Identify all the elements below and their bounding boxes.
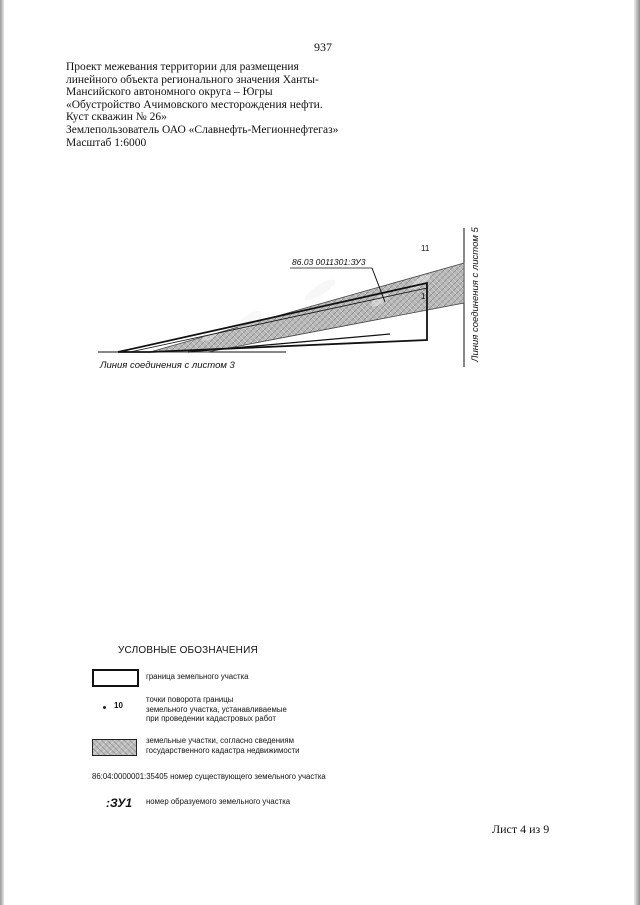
join-label-bottom: Линия соединения с листом 3 [100, 360, 235, 371]
cadastre-strip [150, 263, 464, 352]
legend-new-parcel-text: номер образуемого земельного участка [146, 797, 291, 806]
header-line: Масштаб 1:6000 [66, 136, 147, 149]
legend-cadastre-line: земельные участки, согласно сведениям [146, 736, 294, 745]
legend-point-dot [103, 706, 106, 709]
legend-cadastre-text [146, 736, 299, 755]
page-number: 937 [314, 40, 332, 54]
header-line: «Обустройство Ачимовского месторождения нефти. [66, 98, 323, 111]
legend-cadastre-line: государственного кадастра недвижимости [146, 745, 300, 755]
legend-new-parcel-code: :ЗУ1 [106, 796, 133, 810]
point-label-11: 11 [421, 244, 430, 253]
legend-points-line: земельного участка, устанавливаемые [146, 704, 287, 714]
header-line: Землепользователь ОАО «Славнефть-Мегионнефтегаз» [66, 123, 339, 136]
legend-points-line: при проведении кадастровых работ [146, 714, 276, 723]
legend-boundary-symbol [92, 669, 139, 687]
header-line: Проект межевания территории для размещения [66, 61, 299, 73]
legend-cadastre-symbol [92, 739, 137, 756]
legend-existing-text: номер существующего земельного участка [170, 772, 326, 781]
legend-points-text [146, 695, 287, 724]
header-line: Мансийского автономного округа – Югры [66, 86, 273, 99]
legend-point-sample: 10 [114, 701, 123, 710]
header-line: Куст скважин № 26» [66, 111, 167, 124]
legend-points-line: точки поворота границы [146, 695, 234, 704]
sheet-number: Лист 4 из 9 [492, 822, 550, 836]
legend-existing-number [92, 772, 326, 782]
legend-title: УСЛОВНЫЕ ОБОЗНАЧЕНИЯ [118, 645, 258, 656]
parcel-label: 86.03 0011301:ЗУ3 [292, 257, 366, 267]
join-label-right: Линия соединения с листом 5 [470, 227, 481, 362]
header-line: линейного объекта регионального значения Ханты- [66, 73, 319, 86]
legend-boundary-text: граница земельного участка [146, 672, 249, 681]
legend-existing-code: 86:04:0000001:35405 [92, 772, 168, 781]
point-label-1: 1 [421, 292, 426, 301]
